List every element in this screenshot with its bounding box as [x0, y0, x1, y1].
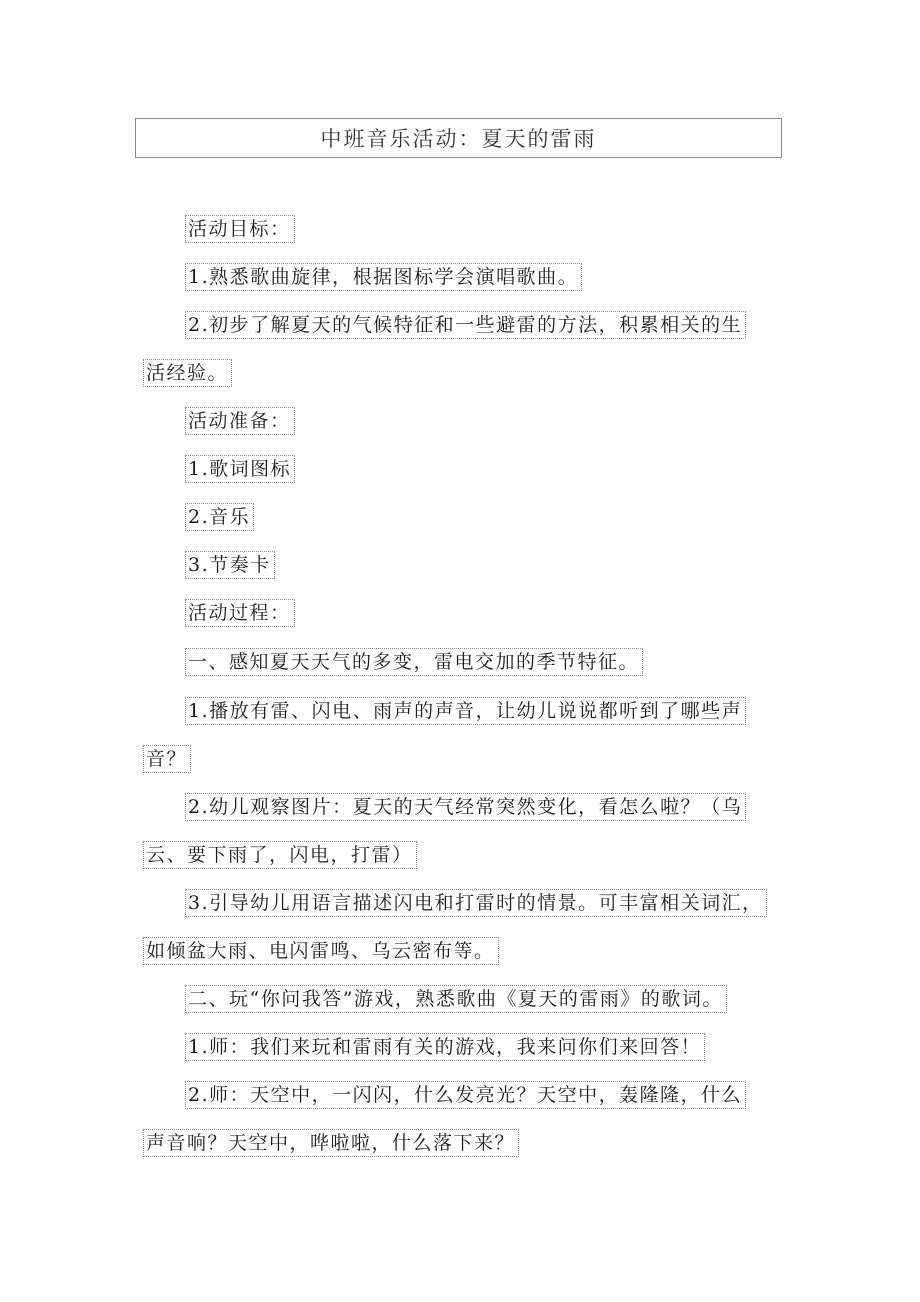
paragraph-line: 2.初步了解夏天的气候特征和一些避雷的方法，积累相关的生 — [185, 311, 746, 339]
paragraph-line: 2.音乐 — [185, 503, 254, 531]
heading-objectives: 活动目标： — [185, 215, 295, 243]
paragraph-line: 3.节奏卡 — [185, 551, 275, 579]
section-heading: 二、玩“你问我答”游戏，熟悉歌曲《夏天的雷雨》的歌词。 — [185, 985, 727, 1013]
paragraph-line: 1.师：我们来玩和雷雨有关的游戏，我来问你们来回答！ — [185, 1033, 705, 1061]
heading-process: 活动过程： — [185, 599, 295, 627]
paragraph-line: 声音响？天空中，哗啦啦，什么落下来？ — [143, 1129, 519, 1157]
paragraph-line: 音？ — [143, 745, 191, 773]
paragraph-line: 如倾盆大雨、电闪雷鸣、乌云密布等。 — [143, 937, 499, 965]
heading-preparation: 活动准备： — [185, 407, 295, 435]
paragraph-line: 2.幼儿观察图片：夏天的天气经常突然变化，看怎么啦？（乌 — [185, 793, 746, 821]
paragraph-line: 1.播放有雷、闪电、雨声的声音，让幼儿说说都听到了哪些声 — [185, 697, 746, 725]
paragraph-line: 1.歌词图标 — [185, 455, 295, 483]
paragraph-line: 云、要下雨了，闪电，打雷） — [143, 841, 417, 869]
title-frame — [135, 118, 782, 158]
paragraph-line: 1.熟悉歌曲旋律，根据图标学会演唱歌曲。 — [185, 263, 582, 291]
paragraph-line: 3.引导幼儿用语言描述闪电和打雷时的情景。可丰富相关词汇， — [185, 889, 767, 917]
section-heading: 一、感知夏天天气的多变，雷电交加的季节特征。 — [185, 648, 643, 676]
document-title: 中班音乐活动：夏天的雷雨 — [320, 127, 597, 151]
paragraph-line: 2.师：天空中，一闪闪，什么发亮光？天空中，轰隆隆，什么 — [185, 1081, 746, 1109]
paragraph-line: 活经验。 — [143, 359, 232, 387]
